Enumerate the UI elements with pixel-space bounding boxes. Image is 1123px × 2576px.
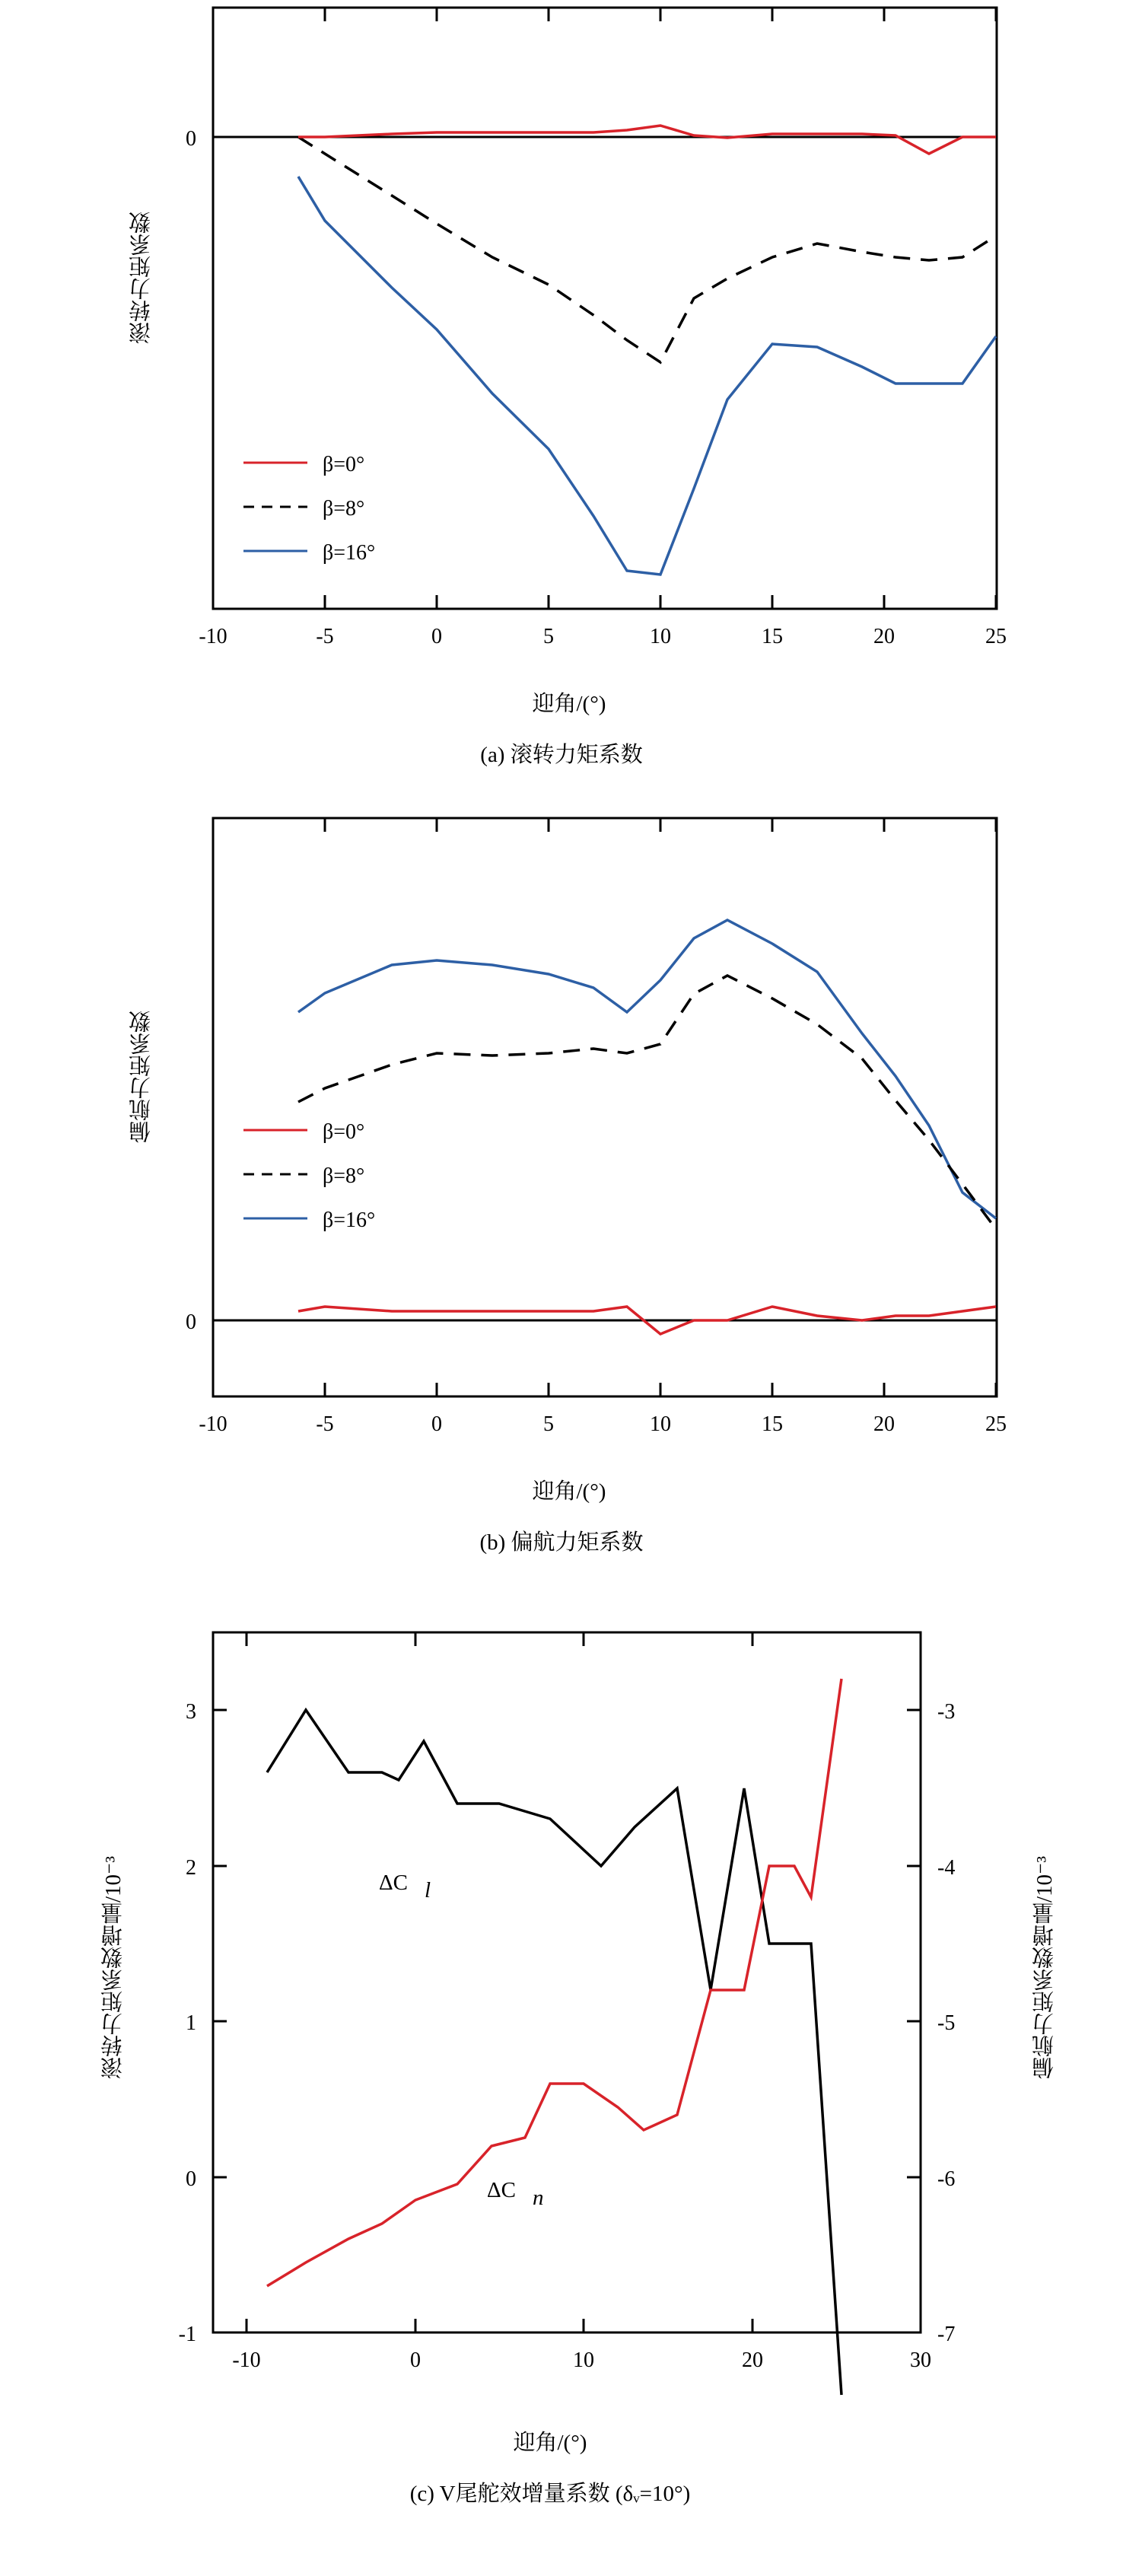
- plot-b: [0, 788, 1123, 1556]
- y-axis-label-a: 滚转力矩系数: [129, 212, 154, 344]
- y-tick-b-0: 0: [186, 1310, 196, 1334]
- y-tick-c-right-4: -3: [937, 1700, 956, 1724]
- svg-text:n: n: [533, 2186, 544, 2210]
- x-tick-a-7: 25: [985, 625, 1007, 648]
- figure-a: [0, 0, 1123, 788]
- legend-a-item-2: β=16°: [323, 541, 376, 565]
- y-tick-c-right-3: -4: [937, 1856, 956, 1880]
- x-tick-a-0: -10: [199, 625, 227, 648]
- x-tick-a-4: 10: [650, 625, 671, 648]
- legend-a: [243, 453, 375, 565]
- x-tick-b-6: 20: [873, 1412, 895, 1436]
- y-tick-c-left-4: 3: [186, 1700, 196, 1724]
- series-a-beta16: [298, 177, 996, 575]
- x-tick-c-0: -10: [232, 2348, 261, 2372]
- chart-b-svg: [0, 788, 1123, 1473]
- legend-a-item-1: β=8°: [323, 497, 365, 521]
- y-tick-c-right-2: -5: [937, 2011, 956, 2035]
- y-tick-c-left-2: 1: [186, 2011, 196, 2035]
- x-tick-c-4: 30: [910, 2348, 931, 2372]
- series-b-beta16: [298, 920, 996, 1218]
- y-axis-label-c-left: 滚转力矩系数增量/10⁻³: [101, 1855, 126, 2079]
- y-tick-c-left-0: -1: [178, 2323, 196, 2346]
- x-tick-a-2: 0: [431, 625, 442, 648]
- y-tick-c-left-1: 0: [186, 2167, 196, 2191]
- y-tick-c-right-1: -6: [937, 2167, 956, 2191]
- legend-b-item-2: β=16°: [323, 1208, 376, 1232]
- legend-b-item-1: β=8°: [323, 1164, 365, 1188]
- x-tick-c-1: 0: [410, 2348, 421, 2372]
- x-axis-label-c: 迎角/(°): [513, 2431, 587, 2455]
- caption-c: (c) V尾舵效增量系数 (δᵥ=10°): [409, 2482, 691, 2506]
- svg-text:ΔC: ΔC: [487, 2178, 516, 2202]
- x-tick-a-5: 15: [762, 625, 783, 648]
- figure-b: [0, 788, 1123, 1617]
- x-tick-b-7: 25: [985, 1412, 1007, 1436]
- x-tick-b-2: 0: [431, 1412, 442, 1436]
- series-b-beta8: [298, 976, 996, 1229]
- legend-b: [243, 1120, 375, 1232]
- caption-b: (b) 偏航力矩系数: [479, 1530, 644, 1555]
- chart-c-svg: [0, 1617, 1123, 2424]
- y-tick-a-0: 0: [186, 127, 196, 151]
- series-a-beta8: [298, 137, 996, 362]
- series-c-delta-cn: [267, 1679, 841, 2286]
- y-axis-label-c-right: 偏航力矩系数增量/10⁻³: [1032, 1855, 1057, 2079]
- legend-a-item-0: β=0°: [323, 453, 365, 476]
- x-tick-a-6: 20: [873, 625, 895, 648]
- y-tick-c-right-0: -7: [937, 2323, 956, 2346]
- svg-text:l: l: [425, 1878, 431, 1903]
- plot-a: [0, 0, 1123, 767]
- x-tick-a-3: 5: [543, 625, 554, 648]
- y-axis-label-b: 偏航力矩系数: [129, 1011, 154, 1143]
- caption-a: (a) 滚转力矩系数: [480, 743, 643, 767]
- x-axis-label-b: 迎角/(°): [532, 1479, 606, 1504]
- x-axis-label-a: 迎角/(°): [532, 692, 606, 716]
- x-tick-b-4: 10: [650, 1412, 671, 1436]
- chart-a-svg: [0, 0, 1123, 685]
- x-tick-c-2: 10: [573, 2348, 594, 2372]
- figure-c: [0, 1617, 1123, 2576]
- x-tick-b-1: -5: [316, 1412, 334, 1436]
- x-tick-a-1: -5: [316, 625, 334, 648]
- series-a-beta0: [298, 126, 996, 154]
- annotation-delta-cn: [487, 2178, 544, 2210]
- legend-b-item-0: β=0°: [323, 1120, 365, 1144]
- annotation-delta-cl: [379, 1871, 431, 1903]
- y-tick-c-left-3: 2: [186, 1856, 196, 1880]
- series-c-delta-cl: [267, 1710, 841, 2395]
- x-tick-b-3: 5: [543, 1412, 554, 1436]
- x-tick-c-3: 20: [742, 2348, 763, 2372]
- svg-text:ΔC: ΔC: [379, 1871, 408, 1895]
- x-tick-b-5: 15: [762, 1412, 783, 1436]
- plot-c: [0, 1617, 1123, 2515]
- x-tick-b-0: -10: [199, 1412, 227, 1436]
